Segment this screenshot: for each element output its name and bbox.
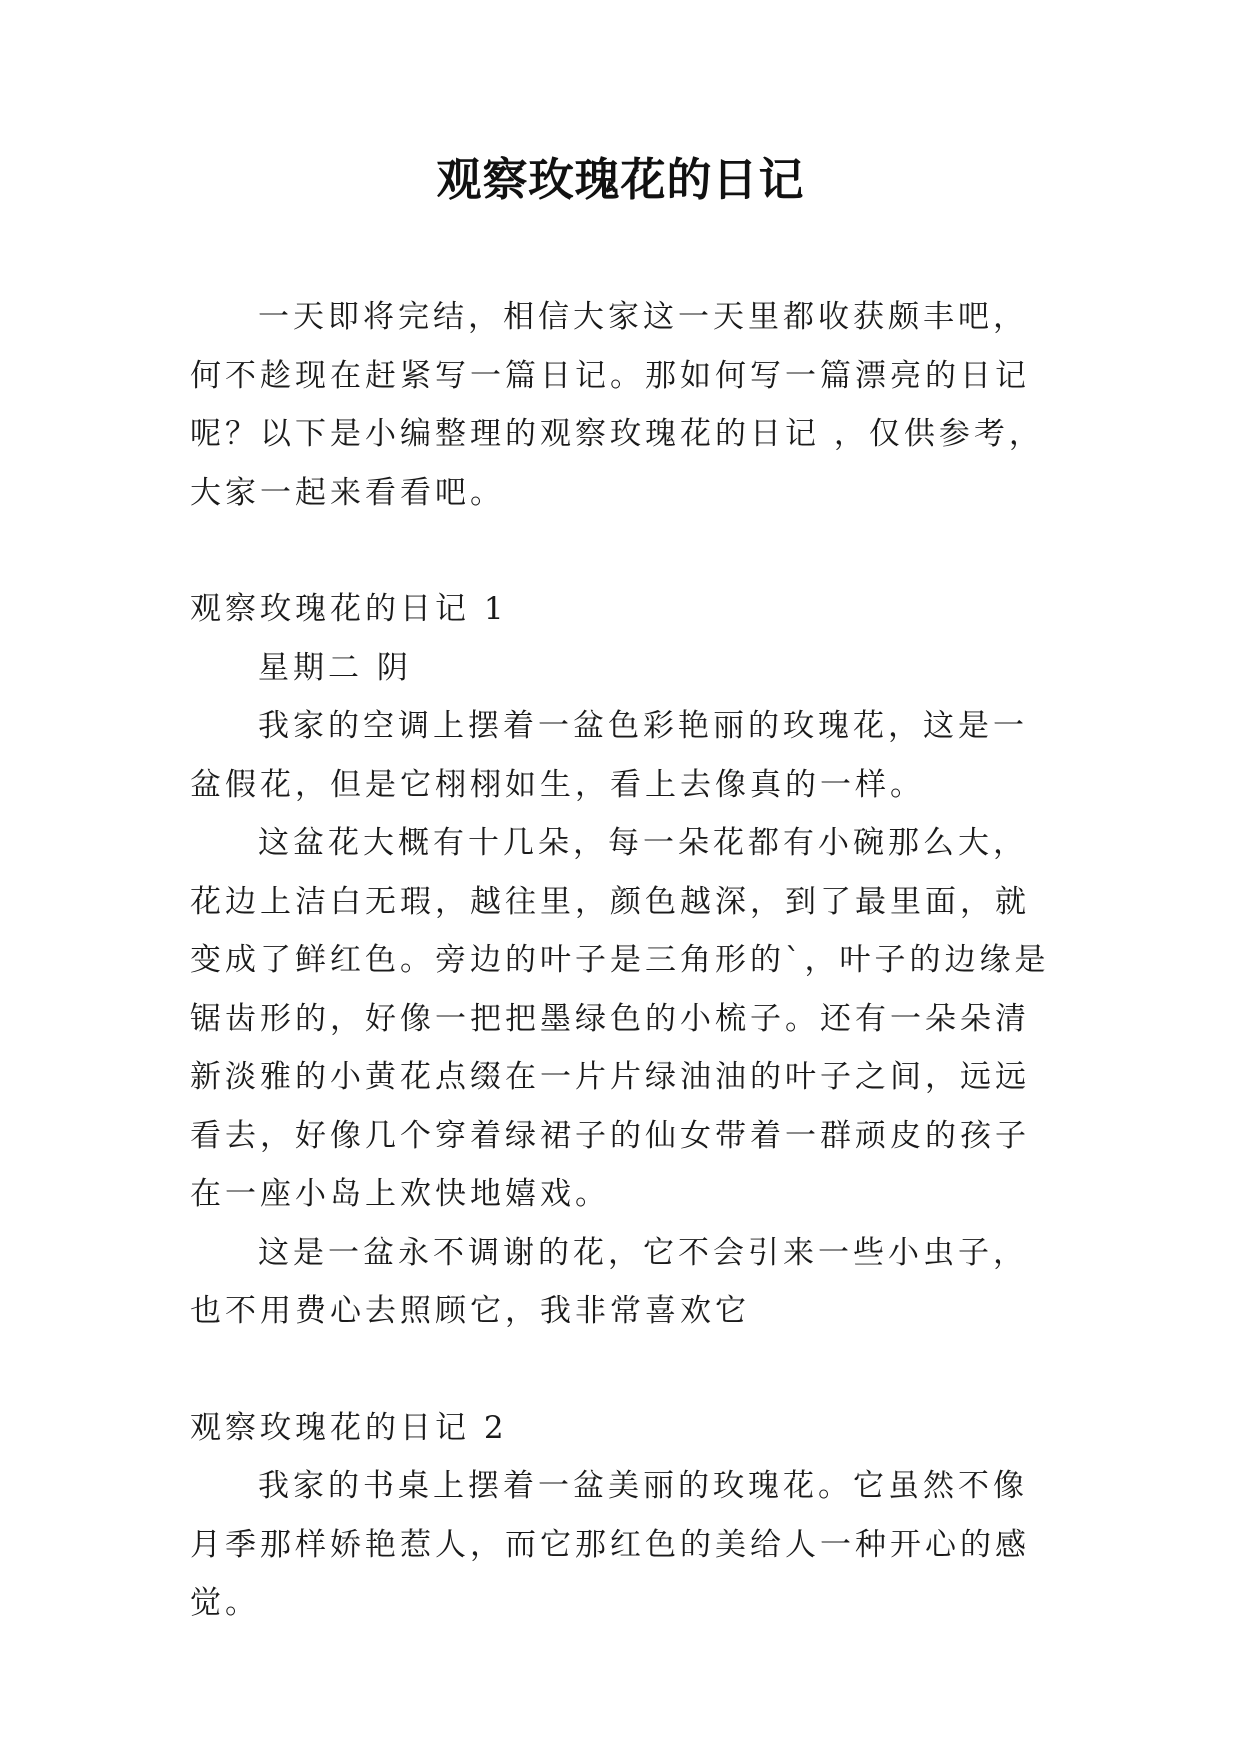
- section-spacer: [190, 1341, 1050, 1399]
- section-1-date-line: 星期二 阴: [258, 649, 412, 686]
- section-2-heading: 观察玫瑰花的日记 2: [190, 1409, 508, 1446]
- section-1-paragraph: 我家的空调上摆着一盆色彩艳丽的玫瑰花，这是一盆假花，但是它栩栩如生，看上去像真的一样。: [190, 708, 1028, 803]
- document-body: [190, 288, 1050, 1633]
- intro-paragraph: 一天即将完结，相信大家这一天里都收获颇丰吧，何不趁现在赶紧写一篇日记。那如何写一篇漂亮的日记呢？以下是小编整理的观察玫瑰花的日记 ，仅供参考，大家一起来看看吧。: [190, 299, 1044, 511]
- document-title: 观察玫瑰花的日记: [436, 153, 805, 206]
- section-1-paragraph: 这是一盆永不调谢的花，它不会引来一些小虫子，也不用费心去照顾它，我非常喜欢它: [190, 1234, 1028, 1329]
- section-1-heading: 观察玫瑰花的日记 1: [190, 591, 508, 627]
- section-1-paragraph: 这盆花大概有十几朵，每一朵花都有小碗那么大，花边上洁白无瑕，越往里，颜色越深，到了最里面，就变成了鲜红色。旁边的叶子是三角形的`，叶子的边缘是锯齿形的，好像一把把墨绿色的小梳子。还有一朵朵清新淡雅的小黄花点缀在一片片绿油油的叶子之间，远远看去，好像几个穿着绿裙子的仙女带着一群顽皮的孩子在一座小岛上欢快地嬉戏。: [190, 825, 1050, 1212]
- section-spacer: [190, 522, 1050, 580]
- section-2-paragraph: 我家的书桌上摆着一盆美丽的玫瑰花。它虽然不像月季那样娇艳惹人，而它那红色的美给人一种开心的感觉。: [190, 1468, 1030, 1621]
